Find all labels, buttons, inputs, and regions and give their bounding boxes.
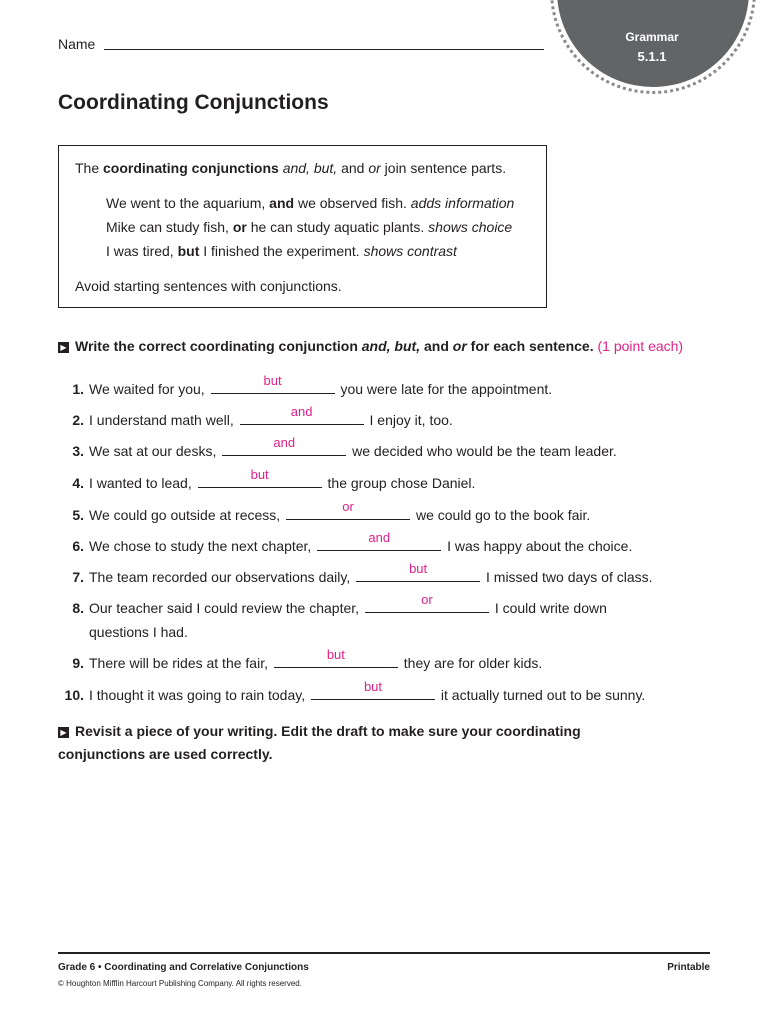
handwritten-answer: or	[421, 592, 433, 607]
exercise-item: 5. We could go outside at recess, or we could go to the book fair.	[72, 499, 591, 523]
exercise-item: 2. I understand math well, and I enjoy it, too.	[72, 404, 453, 428]
badge-title: Grammar	[625, 30, 679, 44]
footer-printable: Printable	[667, 962, 710, 973]
handwritten-answer: or	[342, 499, 354, 514]
handwritten-answer: and	[368, 530, 391, 545]
example-sentence: I was tired, but I finished the experiment. shows contrast	[106, 243, 457, 259]
name-label: Name	[58, 36, 96, 52]
exercise-item: 10. I thought it was going to rain today, but it actually turned out to be sunny.	[64, 679, 646, 703]
exercise-item-continuation: questions I had.	[89, 624, 188, 640]
footer-course: Grade 6 • Coordinating and Correlative Conjunctions	[58, 962, 309, 973]
exercise-item: 8. Our teacher said I could review the chapter, or I could write down	[72, 592, 607, 616]
exercise-item: 9. There will be rides at the fair, but they are for older kids.	[72, 647, 543, 671]
badge-number: 5.1.1	[637, 49, 667, 64]
answer-blank[interactable]	[222, 435, 346, 456]
answer-blank[interactable]	[211, 373, 335, 394]
handwritten-answer: but	[250, 467, 269, 482]
answer-blank[interactable]	[274, 647, 398, 668]
points-note: (1 point each)	[593, 338, 684, 354]
rule-intro: The coordinating conjunctions and, but, and or join sentence parts.	[75, 160, 507, 176]
answer-blank[interactable]	[311, 679, 435, 700]
answer-blank[interactable]	[286, 499, 410, 520]
instruction-revisit-cont: conjunctions are used correctly.	[58, 746, 273, 762]
copyright-notice: © Houghton Mifflin Harcourt Publishing Company. All rights reserved.	[58, 979, 302, 988]
exercise-item: 4. I wanted to lead, but the group chose Daniel.	[72, 467, 476, 491]
rule-tip: Avoid starting sentences with conjunctions.	[75, 278, 342, 294]
handwritten-answer: but	[326, 647, 345, 662]
handwritten-answer: but	[263, 373, 282, 388]
handwritten-answer: but	[363, 679, 383, 694]
page-title: Coordinating Conjunctions	[58, 91, 329, 114]
answer-blank[interactable]	[356, 561, 480, 582]
example-sentence: We went to the aquarium, and we observed fish. adds information	[106, 195, 515, 211]
answer-blank[interactable]	[198, 467, 322, 488]
arrow-icon: ▶	[58, 342, 69, 353]
exercise-item: 7. The team recorded our observations daily, but I missed two days of class.	[72, 561, 653, 585]
arrow-icon: ▶	[58, 727, 69, 738]
exercise-item: 1. We waited for you, but you were late for the appointment.	[72, 373, 553, 397]
answer-blank[interactable]	[317, 530, 441, 551]
instruction-revisit: ▶ Revisit a piece of your writing. Edit the draft to make sure your coordinating	[58, 723, 581, 739]
footer-rule	[58, 952, 710, 954]
handwritten-answer: but	[409, 561, 428, 576]
exercise-item: 3. We sat at our desks, and we decided who would be the team leader.	[72, 435, 617, 459]
handwritten-answer: and	[273, 435, 296, 450]
answer-blank[interactable]	[240, 404, 364, 425]
rule-term: coordinating conjunctions	[103, 160, 279, 176]
instruction-write: ▶ Write the correct coordinating conjunction and, but, and or for each sentence. (1 point each)	[58, 338, 683, 354]
answer-blank[interactable]	[365, 592, 489, 613]
name-field-line[interactable]	[104, 49, 544, 50]
handwritten-answer: and	[290, 404, 313, 419]
example-sentence: Mike can study fish, or he can study aquatic plants. shows choice	[106, 219, 513, 235]
exercise-item: 6. We chose to study the next chapter, and I was happy about the choice.	[72, 530, 633, 554]
